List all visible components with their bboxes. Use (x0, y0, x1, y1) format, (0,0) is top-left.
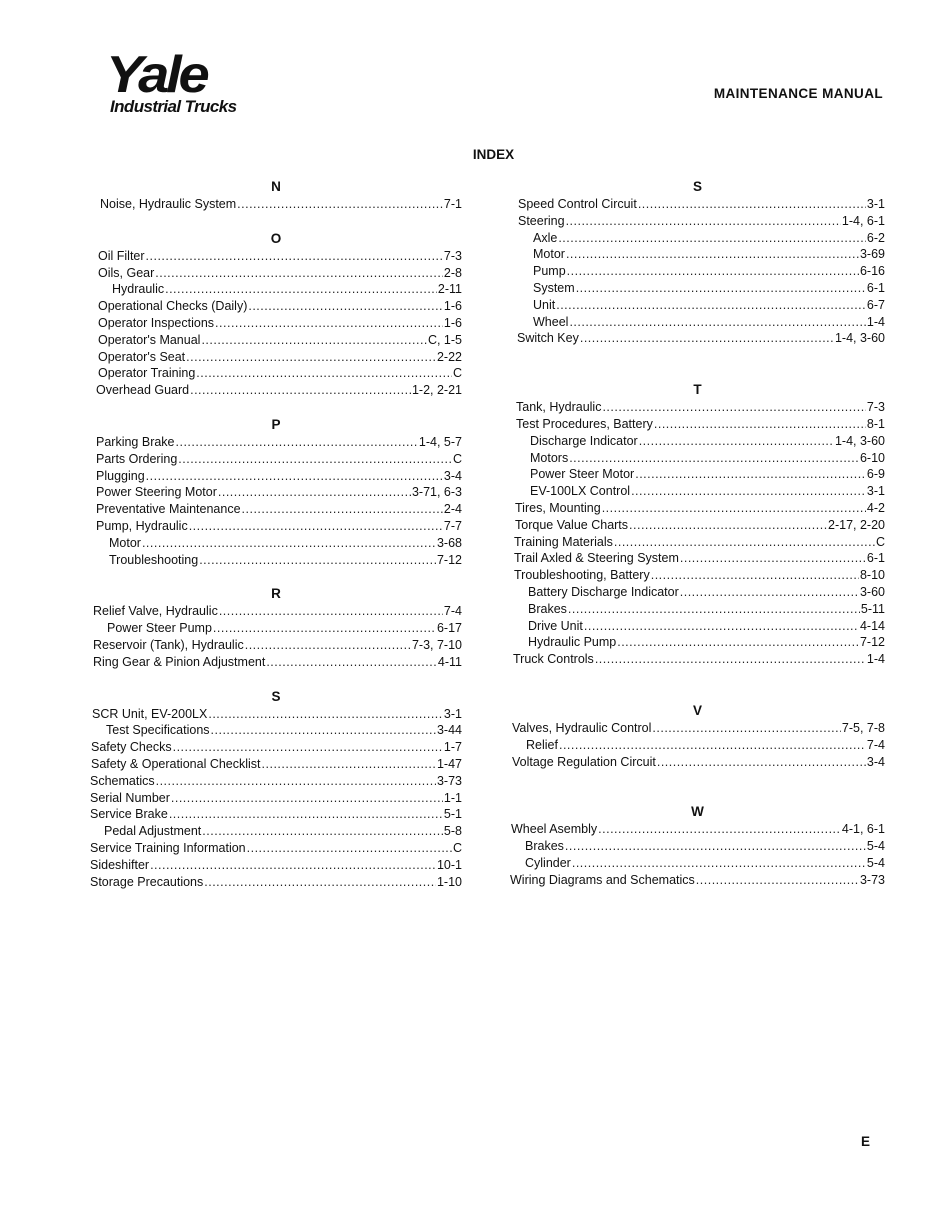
entry-page: 7-4 (443, 604, 462, 619)
index-entry (514, 534, 885, 551)
entry-page: C (452, 840, 462, 855)
entry-page: 1-4, 5-7 (418, 434, 462, 449)
entry-text: Switch Key (517, 331, 579, 346)
entry-text: Ring Gear & Pinion Adjustment (93, 654, 266, 669)
dot-leader (680, 584, 859, 601)
section-letter: N (271, 179, 281, 194)
dot-leader (629, 517, 827, 534)
entry-page: 6-1 (866, 551, 885, 566)
entry-text: Hydraulic Pump (528, 635, 617, 650)
entry-page: 7-4 (866, 737, 885, 752)
dot-leader (155, 265, 443, 282)
entry-text: Operator Inspections (98, 315, 215, 330)
index-entry (90, 857, 462, 874)
entry-text: Tank, Hydraulic (516, 400, 602, 415)
entry-text: Wheel Asembly (511, 822, 598, 837)
index-entry (511, 838, 885, 855)
entry-text: Discharge Indicator (530, 433, 638, 448)
entry-text: Hydraulic (112, 282, 165, 297)
entry-text: Valves, Hydraulic Control (512, 720, 652, 735)
entry-page: 3-4 (443, 468, 462, 483)
index-section-s (90, 688, 462, 891)
index-entry (518, 213, 885, 230)
dot-leader (150, 857, 436, 874)
index-entry (518, 314, 885, 331)
entry-page: 2-22 (436, 349, 462, 364)
index-entry (96, 434, 462, 451)
dot-leader (569, 314, 865, 331)
entry-text: Steering (518, 213, 565, 228)
index-entry (96, 552, 462, 569)
entry-page: 8-1 (866, 416, 885, 431)
index-entry (90, 790, 462, 807)
dot-leader (156, 773, 436, 790)
entry-text: Training Materials (514, 534, 613, 549)
entry-page: 6-17 (436, 621, 462, 636)
entry-page: 3-1 (866, 484, 885, 499)
entry-text: Schematics (90, 773, 155, 788)
entry-page: 1-1 (443, 790, 462, 805)
index-entry (90, 840, 462, 857)
index-entry (96, 501, 462, 518)
entry-text: Parking Brake (96, 434, 175, 449)
entry-text: Brakes (528, 601, 567, 616)
entry-text: Power Steer Pump (107, 621, 212, 636)
dot-leader (635, 466, 866, 483)
dot-leader (696, 872, 859, 889)
entry-text: Overhead Guard (96, 383, 190, 398)
entry-page: 1-4 (866, 652, 885, 667)
index-entry (515, 517, 885, 534)
entry-text: Drive Unit (528, 618, 583, 633)
entry-text: Operator's Seat (98, 349, 186, 364)
dot-leader (568, 601, 860, 618)
entry-text: Oil Filter (98, 248, 145, 263)
entry-text: Reservoir (Tank), Hydraulic (93, 637, 244, 652)
entry-page: 4-2 (866, 500, 885, 515)
entry-page: 7-12 (436, 552, 462, 567)
dot-leader (556, 297, 866, 314)
index-entry (518, 263, 885, 280)
index-entry (96, 451, 462, 468)
entry-page: 7-3 (443, 248, 462, 263)
dot-leader (169, 806, 443, 823)
index-entry (514, 567, 885, 584)
entry-page: 5-1 (443, 807, 462, 822)
index-entry (93, 620, 462, 637)
dot-leader (598, 821, 841, 838)
entry-text: Storage Precautions (90, 874, 204, 889)
entry-page: 1-4 (866, 314, 885, 329)
entry-text: Pump (533, 264, 566, 279)
dot-leader (559, 737, 866, 754)
entry-page: 2-11 (437, 282, 462, 297)
index-entry (518, 196, 885, 213)
entry-page: 5-4 (866, 839, 885, 854)
index-entry (92, 706, 462, 723)
entry-text: Preventative Maintenance (96, 502, 241, 517)
entry-page: 10-1 (436, 857, 462, 872)
entry-page: 5-4 (866, 855, 885, 870)
dot-leader (266, 654, 437, 671)
entry-page: C, 1-5 (427, 332, 462, 347)
entry-text: Relief Valve, Hydraulic (93, 604, 218, 619)
dot-leader (245, 637, 411, 654)
entry-page: 3-68 (436, 535, 462, 550)
index-entry (516, 399, 885, 416)
entry-page: 3-73 (859, 872, 885, 887)
entry-page: 7-3, 7-10 (411, 637, 462, 652)
section-letter: V (692, 702, 702, 718)
index-section-v (510, 702, 885, 770)
logo-tagline: Industrial Trucks (110, 97, 237, 116)
entry-page: C (452, 451, 462, 466)
dot-leader (202, 823, 443, 840)
entry-text: Operational Checks (Daily) (98, 299, 248, 314)
dot-leader (196, 365, 452, 382)
dot-leader (199, 552, 436, 569)
entry-text: Tires, Mounting (515, 500, 601, 515)
index-entry (98, 315, 462, 332)
entry-page: 1-4, 6-1 (841, 213, 885, 228)
entry-text: Torque Value Charts (515, 517, 629, 532)
entry-text: Wheel (533, 314, 569, 329)
index-entry (90, 823, 462, 840)
section-letter: P (271, 416, 281, 432)
index-entry (91, 739, 462, 756)
entry-text: Voltage Regulation Circuit (512, 754, 656, 769)
dot-leader (614, 534, 875, 551)
dot-leader (580, 330, 834, 347)
index-entry (514, 584, 885, 601)
index-entry (513, 651, 885, 668)
entry-page: 2-4 (443, 502, 462, 517)
entry-text: Motor (533, 247, 565, 262)
entry-page: 7-7 (443, 518, 462, 533)
index-entry (518, 280, 885, 297)
entry-text: Test Specifications (106, 723, 210, 738)
entry-page: 1-7 (443, 740, 462, 755)
entry-text: Pedal Adjustment (104, 824, 202, 839)
entry-page: 6-16 (859, 264, 885, 279)
entry-text: Axle (533, 230, 558, 245)
entry-page: 1-4, 3-60 (834, 331, 885, 346)
index-entry (98, 248, 462, 265)
entry-page: 7-1 (443, 197, 462, 211)
dot-leader (638, 196, 866, 213)
dot-leader (565, 838, 866, 855)
dot-leader (602, 399, 865, 416)
dot-leader (617, 634, 859, 651)
entry-page: 1-10 (436, 874, 462, 889)
entry-page: 7-5, 7-8 (841, 720, 885, 735)
entry-text: Power Steering Motor (96, 485, 217, 500)
entry-page: 3-1 (866, 197, 885, 211)
index-entry (518, 230, 885, 247)
index-entry (90, 874, 462, 891)
index-entry (98, 298, 462, 315)
entry-text: Sideshifter (90, 857, 150, 872)
entry-page: 3-44 (436, 723, 462, 738)
dot-leader (213, 620, 436, 637)
index-entry (98, 281, 462, 298)
entry-text: Troubleshooting (109, 552, 199, 567)
index-entry (90, 773, 462, 790)
entry-text: System (533, 280, 575, 295)
entry-text: SCR Unit, EV-200LX (92, 706, 208, 721)
dot-leader (201, 332, 427, 349)
dot-leader (558, 230, 866, 247)
entry-page: 6-9 (866, 467, 885, 482)
entry-text: Power Steer Motor (530, 467, 635, 482)
entry-page: 5-11 (860, 601, 885, 616)
page-letter: E (860, 1134, 870, 1149)
dot-leader (173, 739, 443, 756)
index-section-w (510, 803, 885, 888)
entry-text: Service Training Information (90, 840, 246, 855)
entry-page: 4-11 (437, 654, 462, 669)
index-entry (98, 349, 462, 366)
dot-leader (566, 246, 859, 263)
section-letter: T (693, 382, 702, 398)
entry-page: 1-6 (443, 315, 462, 330)
index-entry (517, 330, 885, 347)
entry-page: 1-47 (436, 756, 462, 771)
entry-page: 1-6 (443, 299, 462, 314)
entry-page: 6-1 (866, 280, 885, 295)
dot-leader (237, 196, 443, 213)
entry-text: Safety Checks (91, 740, 172, 755)
entry-page: 4-14 (859, 618, 885, 633)
index-entry (516, 466, 885, 483)
index-entry (511, 821, 885, 838)
entry-text: Relief (526, 737, 558, 752)
dot-leader (602, 500, 866, 517)
index-entry (93, 654, 462, 671)
entry-text: Cylinder (525, 855, 571, 870)
index-entry (516, 450, 885, 467)
index-entry (98, 265, 462, 282)
entry-text: Speed Control Circuit (518, 197, 637, 211)
dot-leader (190, 382, 411, 399)
index-entry (511, 855, 885, 872)
dot-leader (186, 349, 436, 366)
index-entry (93, 637, 462, 654)
index-entry (98, 365, 462, 382)
section-letter: S (271, 688, 281, 704)
entry-text: Battery Discharge Indicator (528, 584, 679, 599)
index-section-n (90, 178, 462, 213)
index-entry (91, 756, 462, 773)
entry-page: 7-12 (859, 635, 885, 650)
entry-text: Trail Axled & Steering System (514, 551, 679, 566)
index-entry (92, 722, 462, 739)
entry-text: Pump, Hydraulic (96, 518, 188, 533)
index-entry (514, 550, 885, 567)
manual-title: MAINTENANCE MANUAL (713, 86, 883, 101)
index-column-right (510, 178, 885, 889)
entry-page: 1-4, 3-60 (834, 433, 885, 448)
dot-leader (631, 483, 866, 500)
dot-leader (595, 651, 866, 668)
entry-page: 3-1 (443, 706, 462, 721)
index-entry (96, 518, 462, 535)
index-entry (510, 872, 885, 889)
dot-leader (189, 518, 443, 535)
dot-leader (204, 874, 436, 891)
dot-leader (248, 298, 443, 315)
entry-page: 6-10 (859, 450, 885, 465)
index-section-r (90, 585, 462, 670)
index-entry (96, 535, 462, 552)
index-entry (96, 468, 462, 485)
entry-page: 2-8 (443, 265, 462, 280)
entry-text: Brakes (525, 839, 564, 854)
index-entry (96, 382, 462, 399)
index-entry (512, 737, 885, 754)
dot-leader (651, 567, 859, 584)
section-letter: W (691, 804, 704, 820)
index-entry (98, 332, 462, 349)
entry-page: 2-17, 2-20 (828, 517, 885, 532)
index-entry (516, 483, 885, 500)
entry-page: C (875, 534, 885, 549)
dot-leader (652, 720, 841, 737)
dot-leader (146, 248, 443, 265)
section-letter: R (271, 586, 281, 602)
dot-leader (584, 618, 859, 635)
dot-leader (215, 315, 443, 332)
dot-leader (178, 451, 452, 468)
entry-text: Unit (533, 297, 556, 312)
dot-leader (176, 434, 418, 451)
entry-text: Operator Training (98, 366, 196, 381)
index-title: INDEX (472, 147, 515, 162)
index-entry (518, 246, 885, 263)
entry-text: Test Procedures, Battery (516, 416, 653, 431)
index-entry (515, 500, 885, 517)
entry-page: 1-2, 2-21 (411, 383, 462, 398)
logo-wordmark: Yale (106, 46, 207, 104)
index-entry (516, 416, 885, 433)
index-entry (516, 433, 885, 450)
dot-leader (142, 535, 436, 552)
index-column-left (90, 178, 462, 890)
entry-page: 5-8 (443, 824, 462, 839)
dot-leader (242, 501, 443, 518)
index-entry (93, 603, 462, 620)
index-entry (514, 634, 885, 651)
entry-text: Truck Controls (513, 652, 594, 667)
entry-text: EV-100LX Control (530, 484, 631, 499)
entry-page: 7-3 (866, 400, 885, 415)
section-letter: S (692, 179, 702, 194)
index-entry (518, 297, 885, 314)
index-section-t (510, 381, 885, 668)
entry-page: 3-69 (859, 247, 885, 262)
entry-page: 3-71, 6-3 (411, 485, 462, 500)
entry-page: 6-7 (866, 297, 885, 312)
dot-leader (567, 263, 859, 280)
index-entry (514, 618, 885, 635)
entry-text: Service Brake (90, 807, 168, 822)
entry-text: Operator's Manual (98, 332, 201, 347)
index-section-o (90, 230, 462, 399)
index-entry (96, 484, 462, 501)
dot-leader (247, 840, 452, 857)
dot-leader (576, 280, 866, 297)
entry-text: Plugging (96, 468, 145, 483)
dot-leader (639, 433, 834, 450)
dot-leader (165, 281, 437, 298)
entry-page: 3-60 (859, 584, 885, 599)
entry-text: Motor (109, 535, 141, 550)
entry-text: Noise, Hydraulic System (100, 197, 237, 211)
dot-leader (572, 855, 866, 872)
entry-page: 6-2 (866, 230, 885, 245)
dot-leader (680, 550, 866, 567)
dot-leader (219, 603, 443, 620)
yale-logo (106, 46, 237, 116)
index-section-s (510, 178, 885, 347)
index-entry (512, 754, 885, 771)
index-entry (100, 196, 462, 213)
entry-text: Oils, Gear (98, 265, 155, 280)
entry-text: Troubleshooting, Battery (514, 568, 650, 583)
index-entry (90, 806, 462, 823)
entry-page: C (452, 366, 462, 381)
entry-text: Parts Ordering (96, 451, 178, 466)
dot-leader (208, 706, 443, 723)
entry-page: 3-4 (866, 754, 885, 769)
entry-text: Serial Number (90, 790, 170, 805)
dot-leader (171, 790, 443, 807)
entry-page: 8-10 (859, 568, 885, 583)
entry-text: Wiring Diagrams and Schematics (510, 872, 695, 887)
dot-leader (211, 722, 436, 739)
dot-leader (657, 754, 866, 771)
dot-leader (654, 416, 866, 433)
dot-leader (262, 756, 436, 773)
entry-text: Safety & Operational Checklist (91, 756, 261, 771)
dot-leader (218, 484, 411, 501)
index-entry (512, 720, 885, 737)
section-letter: O (270, 230, 282, 246)
entry-page: 4-1, 6-1 (841, 822, 885, 837)
index-section-p (90, 416, 462, 568)
dot-leader (566, 213, 841, 230)
entry-text: Motors (530, 450, 569, 465)
index-entry (514, 601, 885, 618)
entry-page: 3-73 (436, 773, 462, 788)
dot-leader (569, 450, 859, 467)
dot-leader (146, 468, 443, 485)
